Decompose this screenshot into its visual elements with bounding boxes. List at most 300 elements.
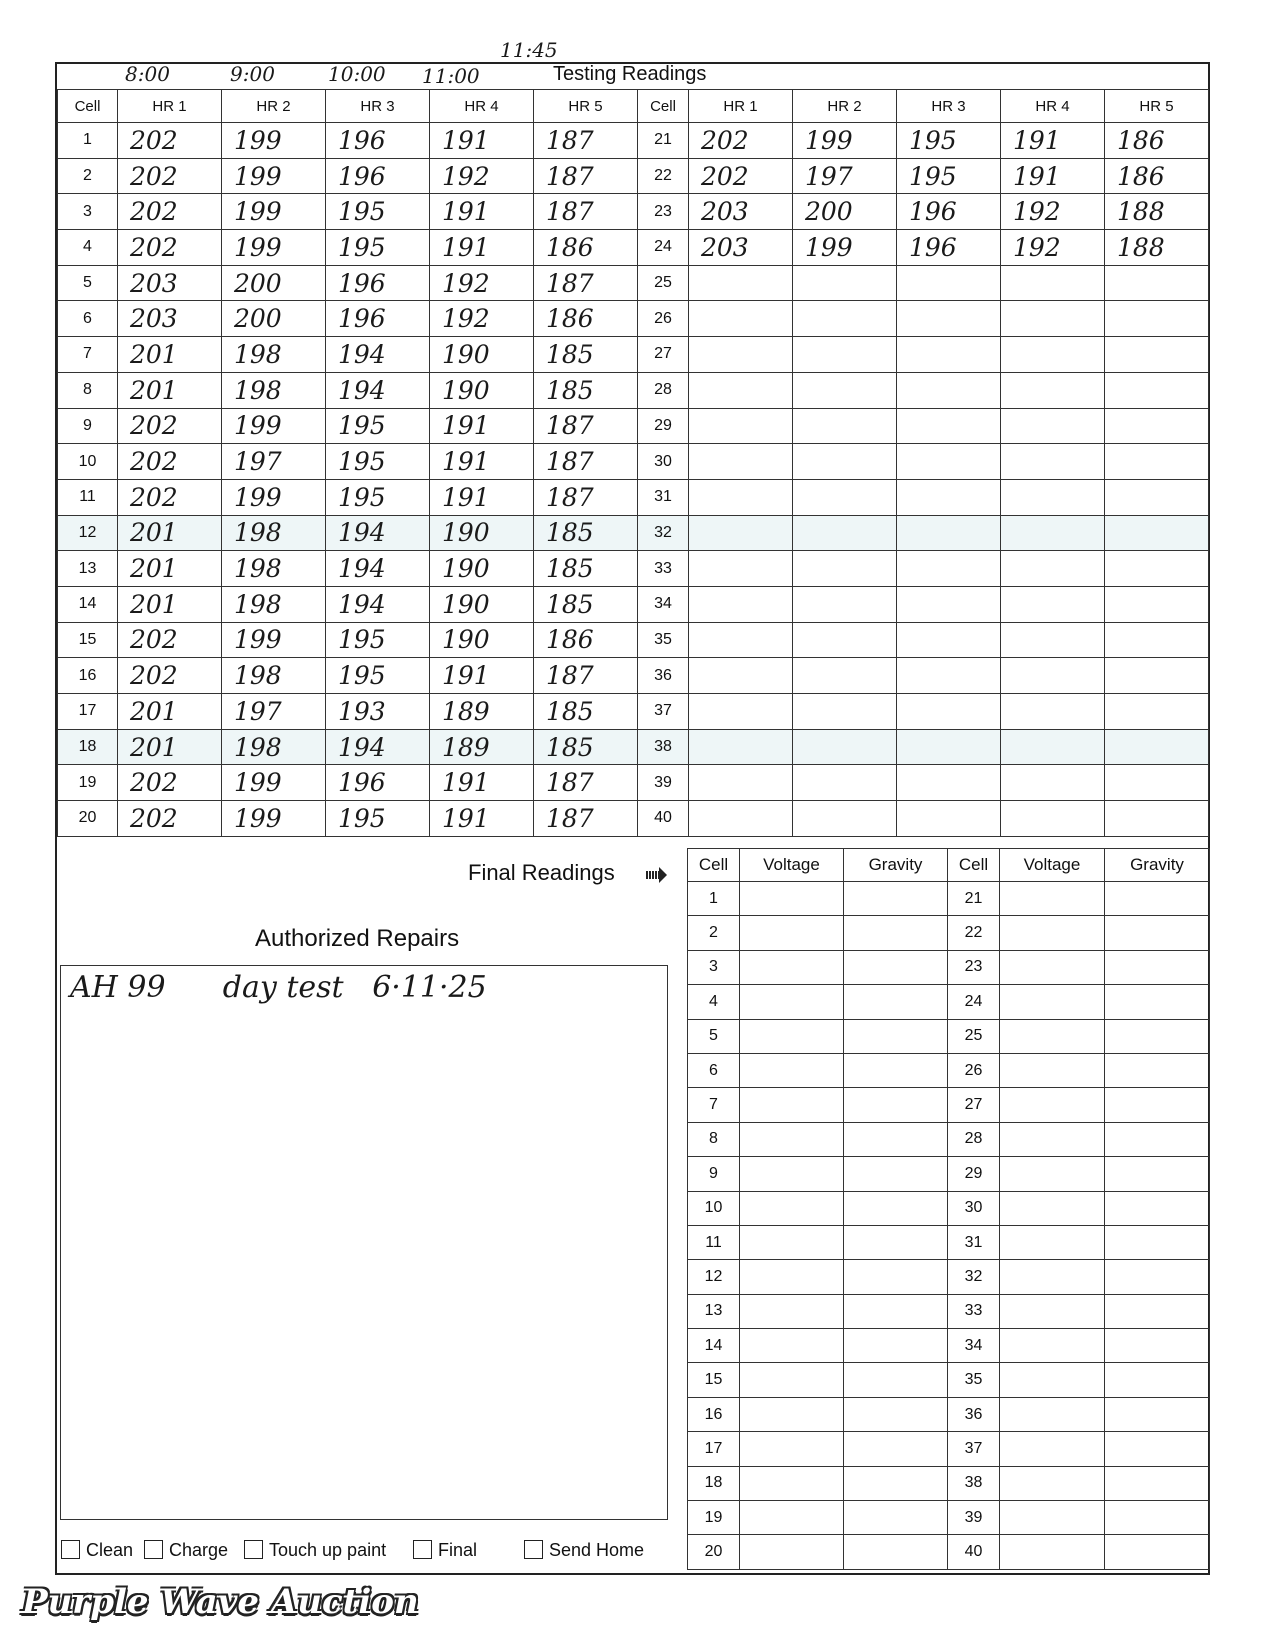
cell-number: 10: [58, 444, 118, 480]
table-row: [58, 729, 1209, 765]
cell-number: 9: [58, 408, 118, 444]
voltage-field[interactable]: [1000, 1053, 1105, 1087]
time-hr5: 11:45: [500, 38, 558, 62]
column-header: HR 2: [793, 90, 897, 123]
voltage-field[interactable]: [1000, 1501, 1105, 1535]
final-readings-label: Final Readings: [468, 860, 615, 885]
reading-value: [1001, 444, 1105, 480]
reading-value: [1001, 551, 1105, 587]
gravity-field[interactable]: [844, 1260, 948, 1294]
voltage-field[interactable]: [740, 1535, 844, 1569]
gravity-field[interactable]: [844, 1157, 948, 1191]
reading-value: 187: [534, 408, 638, 444]
voltage-field[interactable]: [1000, 1432, 1105, 1466]
reading-value: [1105, 372, 1209, 408]
cell-number: 7: [688, 1088, 740, 1122]
cell-number: 19: [688, 1501, 740, 1535]
cell-number: 32: [638, 515, 689, 551]
voltage-field[interactable]: [740, 1225, 844, 1259]
table-row: [688, 1225, 1210, 1259]
voltage-field[interactable]: [740, 916, 844, 950]
reading-value: 192: [430, 158, 534, 194]
voltage-field[interactable]: [1000, 1329, 1105, 1363]
voltage-field[interactable]: [1000, 1191, 1105, 1225]
cell-number: 39: [638, 765, 689, 801]
gravity-field[interactable]: [1105, 1329, 1210, 1363]
gravity-field[interactable]: [844, 1122, 948, 1156]
reading-value: [793, 301, 897, 337]
column-header: Gravity: [844, 849, 948, 882]
voltage-field[interactable]: [740, 1191, 844, 1225]
reading-value: 198: [222, 658, 326, 694]
table-row: [688, 985, 1210, 1019]
table-row: [688, 1122, 1210, 1156]
reading-value: 198: [222, 515, 326, 551]
table-row: [58, 586, 1209, 622]
gravity-field[interactable]: [844, 1019, 948, 1053]
checkbox-icon[interactable]: [413, 1540, 432, 1559]
reading-value: 196: [897, 230, 1001, 266]
reading-value: [897, 586, 1001, 622]
table-row: [688, 1363, 1210, 1397]
voltage-field[interactable]: [740, 1019, 844, 1053]
reading-value: 186: [1105, 123, 1209, 159]
reading-value: [793, 515, 897, 551]
voltage-field[interactable]: [740, 1363, 844, 1397]
voltage-field[interactable]: [740, 1294, 844, 1328]
voltage-field[interactable]: [740, 1053, 844, 1087]
table-row: [688, 1432, 1210, 1466]
table-row: [688, 916, 1210, 950]
voltage-field[interactable]: [740, 1432, 844, 1466]
voltage-field[interactable]: [740, 1501, 844, 1535]
table-row: [688, 1019, 1210, 1053]
cell-number: 36: [948, 1397, 1000, 1431]
cell-number: 22: [638, 158, 689, 194]
reading-value: 191: [430, 765, 534, 801]
reading-value: 187: [534, 658, 638, 694]
column-header: Cell: [638, 90, 689, 123]
reading-value: [1001, 729, 1105, 765]
gravity-field[interactable]: [844, 1053, 948, 1087]
option-send-home[interactable]: Send Home: [524, 1540, 644, 1561]
cell-number: 13: [688, 1294, 740, 1328]
cell-number: 3: [58, 194, 118, 230]
reading-value: [1105, 551, 1209, 587]
checkbox-icon[interactable]: [524, 1540, 543, 1559]
reading-value: 192: [430, 301, 534, 337]
gravity-field[interactable]: [844, 985, 948, 1019]
gravity-field[interactable]: [1105, 1157, 1210, 1191]
column-header: HR 1: [118, 90, 222, 123]
reading-value: 198: [222, 586, 326, 622]
voltage-field[interactable]: [1000, 1225, 1105, 1259]
voltage-field[interactable]: [1000, 1535, 1105, 1569]
table-row: [688, 1088, 1210, 1122]
gravity-field[interactable]: [1105, 882, 1210, 916]
cell-number: 20: [58, 801, 118, 837]
gravity-field[interactable]: [1105, 1225, 1210, 1259]
voltage-field[interactable]: [1000, 1397, 1105, 1431]
reading-value: 194: [326, 337, 430, 373]
gravity-field[interactable]: [1105, 1053, 1210, 1087]
reading-value: [1105, 337, 1209, 373]
reading-value: 188: [1105, 230, 1209, 266]
reading-value: 191: [1001, 123, 1105, 159]
gravity-field[interactable]: [1105, 985, 1210, 1019]
reading-value: [793, 444, 897, 480]
table-row: [58, 658, 1209, 694]
reading-value: 202: [118, 658, 222, 694]
cell-number: 17: [688, 1432, 740, 1466]
reading-value: 199: [222, 408, 326, 444]
reading-value: [793, 408, 897, 444]
gravity-field[interactable]: [844, 1225, 948, 1259]
reading-value: [689, 444, 793, 480]
reading-value: [689, 408, 793, 444]
reading-value: [1105, 801, 1209, 837]
cell-number: 30: [638, 444, 689, 480]
voltage-field[interactable]: [1000, 916, 1105, 950]
cell-number: 35: [948, 1363, 1000, 1397]
reading-value: 203: [689, 194, 793, 230]
reading-value: 192: [1001, 230, 1105, 266]
gravity-field[interactable]: [844, 1329, 948, 1363]
reading-value: 198: [222, 551, 326, 587]
option-touch-up-paint[interactable]: Touch up paint: [244, 1540, 386, 1561]
reading-value: 201: [118, 729, 222, 765]
voltage-field[interactable]: [1000, 1466, 1105, 1500]
voltage-field[interactable]: [1000, 1157, 1105, 1191]
cell-number: 37: [638, 694, 689, 730]
cell-number: 11: [58, 479, 118, 515]
table-row: [688, 1294, 1210, 1328]
gravity-field[interactable]: [1105, 1019, 1210, 1053]
reading-value: 185: [534, 337, 638, 373]
gravity-field[interactable]: [844, 1363, 948, 1397]
reading-value: [1001, 479, 1105, 515]
gravity-field[interactable]: [1105, 1260, 1210, 1294]
cell-number: 38: [948, 1466, 1000, 1500]
voltage-field[interactable]: [1000, 1122, 1105, 1156]
reading-value: 187: [534, 444, 638, 480]
reading-value: [793, 801, 897, 837]
reading-value: 199: [793, 123, 897, 159]
column-header: HR 4: [430, 90, 534, 123]
reading-value: 190: [430, 551, 534, 587]
reading-value: [897, 479, 1001, 515]
voltage-field[interactable]: [1000, 1019, 1105, 1053]
gravity-field[interactable]: [1105, 1535, 1210, 1569]
gravity-field[interactable]: [1105, 1397, 1210, 1431]
table-row: [688, 882, 1210, 916]
reading-value: 185: [534, 372, 638, 408]
gravity-field[interactable]: [844, 916, 948, 950]
reading-value: 201: [118, 551, 222, 587]
reading-value: 198: [222, 337, 326, 373]
reading-value: 201: [118, 586, 222, 622]
reading-value: [1001, 801, 1105, 837]
time-hr1: 8:00: [125, 62, 170, 86]
gravity-field[interactable]: [844, 1088, 948, 1122]
column-header: Cell: [948, 849, 1000, 882]
reading-value: 202: [118, 158, 222, 194]
gravity-field[interactable]: [844, 1294, 948, 1328]
gravity-field[interactable]: [844, 1191, 948, 1225]
gravity-field[interactable]: [844, 882, 948, 916]
reading-value: 196: [326, 301, 430, 337]
option-final[interactable]: Final: [413, 1540, 477, 1561]
column-header: Voltage: [1000, 849, 1105, 882]
gravity-field[interactable]: [1105, 1122, 1210, 1156]
reading-value: 191: [430, 408, 534, 444]
arrow-right-icon: [646, 871, 660, 879]
gravity-field[interactable]: [1105, 1191, 1210, 1225]
reading-value: [1105, 658, 1209, 694]
table-row: [58, 444, 1209, 480]
reading-value: 196: [897, 194, 1001, 230]
gravity-field[interactable]: [844, 1501, 948, 1535]
voltage-field[interactable]: [1000, 985, 1105, 1019]
cell-number: 36: [638, 658, 689, 694]
voltage-field[interactable]: [740, 1088, 844, 1122]
reading-value: 187: [534, 801, 638, 837]
voltage-field[interactable]: [740, 1157, 844, 1191]
table-row: [58, 515, 1209, 551]
table-row: [688, 1157, 1210, 1191]
reading-value: 200: [793, 194, 897, 230]
reading-value: [793, 622, 897, 658]
reading-value: 191: [430, 194, 534, 230]
table-row: [688, 1466, 1210, 1500]
reading-value: [1105, 479, 1209, 515]
checkbox-icon[interactable]: [144, 1540, 163, 1559]
reading-value: 185: [534, 515, 638, 551]
cell-number: 17: [58, 694, 118, 730]
cell-number: 13: [58, 551, 118, 587]
table-row: [58, 123, 1209, 159]
cell-number: 9: [688, 1157, 740, 1191]
cell-number: 30: [948, 1191, 1000, 1225]
reading-value: 191: [430, 479, 534, 515]
reading-value: 201: [118, 372, 222, 408]
reading-value: [689, 729, 793, 765]
table-row: [58, 622, 1209, 658]
voltage-field[interactable]: [740, 1329, 844, 1363]
reading-value: [1001, 765, 1105, 801]
reading-value: [1001, 301, 1105, 337]
reading-value: [793, 337, 897, 373]
option-charge[interactable]: Charge: [144, 1540, 228, 1561]
reading-value: [689, 551, 793, 587]
gravity-field[interactable]: [1105, 1294, 1210, 1328]
reading-value: 195: [326, 801, 430, 837]
reading-value: 199: [222, 158, 326, 194]
gravity-field[interactable]: [844, 950, 948, 984]
reading-value: [897, 265, 1001, 301]
reading-value: 196: [326, 158, 430, 194]
reading-value: [793, 372, 897, 408]
reading-value: 199: [222, 801, 326, 837]
table-row: [58, 372, 1209, 408]
gravity-field[interactable]: [844, 1466, 948, 1500]
reading-value: 191: [430, 230, 534, 266]
reading-value: 199: [793, 230, 897, 266]
cell-number: 34: [638, 586, 689, 622]
reading-value: 200: [222, 265, 326, 301]
cell-number: 22: [948, 916, 1000, 950]
reading-value: 199: [222, 622, 326, 658]
reading-value: 187: [534, 479, 638, 515]
voltage-field[interactable]: [740, 1466, 844, 1500]
reading-value: 195: [326, 658, 430, 694]
checkbox-icon[interactable]: [61, 1540, 80, 1559]
voltage-field[interactable]: [740, 882, 844, 916]
cell-number: 21: [948, 882, 1000, 916]
reading-value: 198: [222, 372, 326, 408]
reading-value: [1001, 658, 1105, 694]
cell-number: 12: [58, 515, 118, 551]
time-hr3: 10:00: [328, 62, 386, 86]
reading-value: 187: [534, 194, 638, 230]
cell-number: 20: [688, 1535, 740, 1569]
reading-value: 199: [222, 123, 326, 159]
cell-number: 7: [58, 337, 118, 373]
option-clean[interactable]: Clean: [61, 1540, 133, 1561]
reading-value: [897, 765, 1001, 801]
cell-number: 1: [58, 123, 118, 159]
cell-number: 4: [58, 230, 118, 266]
reading-value: 190: [430, 622, 534, 658]
cell-number: 32: [948, 1260, 1000, 1294]
reading-value: [1001, 372, 1105, 408]
reading-value: [689, 479, 793, 515]
gravity-field[interactable]: [1105, 1466, 1210, 1500]
gravity-field[interactable]: [844, 1535, 948, 1569]
table-row: [688, 1501, 1210, 1535]
reading-value: 197: [793, 158, 897, 194]
voltage-field[interactable]: [1000, 882, 1105, 916]
watermark-logo: Purple Wave Auction: [22, 1582, 419, 1622]
reading-value: [1105, 301, 1209, 337]
cell-number: 24: [948, 985, 1000, 1019]
cell-number: 11: [688, 1225, 740, 1259]
cell-number: 35: [638, 622, 689, 658]
reading-value: [689, 265, 793, 301]
reading-value: 202: [118, 622, 222, 658]
voltage-field[interactable]: [740, 1122, 844, 1156]
reading-value: [1001, 515, 1105, 551]
reading-value: 199: [222, 479, 326, 515]
gravity-field[interactable]: [844, 1397, 948, 1431]
gravity-field[interactable]: [1105, 1363, 1210, 1397]
checkbox-icon[interactable]: [244, 1540, 263, 1559]
cell-number: 33: [948, 1294, 1000, 1328]
reading-value: 203: [118, 301, 222, 337]
voltage-field[interactable]: [1000, 1294, 1105, 1328]
gravity-field[interactable]: [1105, 950, 1210, 984]
table-row: [688, 1260, 1210, 1294]
reading-value: 202: [118, 479, 222, 515]
reading-value: 203: [689, 230, 793, 266]
reading-value: 191: [430, 658, 534, 694]
cell-number: 40: [948, 1535, 1000, 1569]
table-row: [688, 1397, 1210, 1431]
table-row: [58, 551, 1209, 587]
cell-number: 26: [948, 1053, 1000, 1087]
reading-value: [897, 729, 1001, 765]
reading-value: 197: [222, 694, 326, 730]
voltage-field[interactable]: [1000, 950, 1105, 984]
gravity-field[interactable]: [1105, 916, 1210, 950]
column-header: HR 2: [222, 90, 326, 123]
testing-header-row: [58, 90, 1209, 123]
reading-value: [897, 444, 1001, 480]
reading-value: 201: [118, 337, 222, 373]
voltage-field[interactable]: [1000, 1260, 1105, 1294]
gravity-field[interactable]: [1105, 1501, 1210, 1535]
reading-value: 190: [430, 337, 534, 373]
gravity-field[interactable]: [844, 1432, 948, 1466]
cell-number: 25: [638, 265, 689, 301]
column-header: Gravity: [1105, 849, 1210, 882]
cell-number: 27: [948, 1088, 1000, 1122]
reading-value: [793, 694, 897, 730]
table-row: [58, 408, 1209, 444]
reading-value: 189: [430, 694, 534, 730]
cell-number: 1: [688, 882, 740, 916]
table-row: [58, 230, 1209, 266]
reading-value: [689, 801, 793, 837]
reading-value: 191: [430, 444, 534, 480]
voltage-field[interactable]: [740, 950, 844, 984]
voltage-field[interactable]: [1000, 1363, 1105, 1397]
cell-number: 25: [948, 1019, 1000, 1053]
reading-value: [897, 301, 1001, 337]
reading-value: 195: [326, 408, 430, 444]
column-header: HR 3: [897, 90, 1001, 123]
gravity-field[interactable]: [1105, 1432, 1210, 1466]
final-readings-table: [687, 848, 1210, 1570]
reading-value: [1001, 586, 1105, 622]
reading-value: [1105, 622, 1209, 658]
reading-value: 187: [534, 158, 638, 194]
reading-value: 198: [222, 729, 326, 765]
column-header: HR 1: [689, 90, 793, 123]
cell-number: 29: [638, 408, 689, 444]
cell-number: 33: [638, 551, 689, 587]
reading-value: 190: [430, 372, 534, 408]
reading-value: 195: [897, 123, 1001, 159]
voltage-field[interactable]: [740, 1397, 844, 1431]
voltage-field[interactable]: [740, 1260, 844, 1294]
voltage-field[interactable]: [1000, 1088, 1105, 1122]
voltage-field[interactable]: [740, 985, 844, 1019]
reading-value: 196: [326, 765, 430, 801]
cell-number: 27: [638, 337, 689, 373]
reading-value: [1105, 765, 1209, 801]
column-header: Voltage: [740, 849, 844, 882]
testing-readings-title: Testing Readings: [553, 63, 707, 85]
reading-value: [689, 301, 793, 337]
reading-value: 190: [430, 515, 534, 551]
reading-value: 195: [326, 194, 430, 230]
gravity-field[interactable]: [1105, 1088, 1210, 1122]
cell-number: 38: [638, 729, 689, 765]
reading-value: [1105, 265, 1209, 301]
cell-number: 34: [948, 1329, 1000, 1363]
reading-value: 186: [1105, 158, 1209, 194]
